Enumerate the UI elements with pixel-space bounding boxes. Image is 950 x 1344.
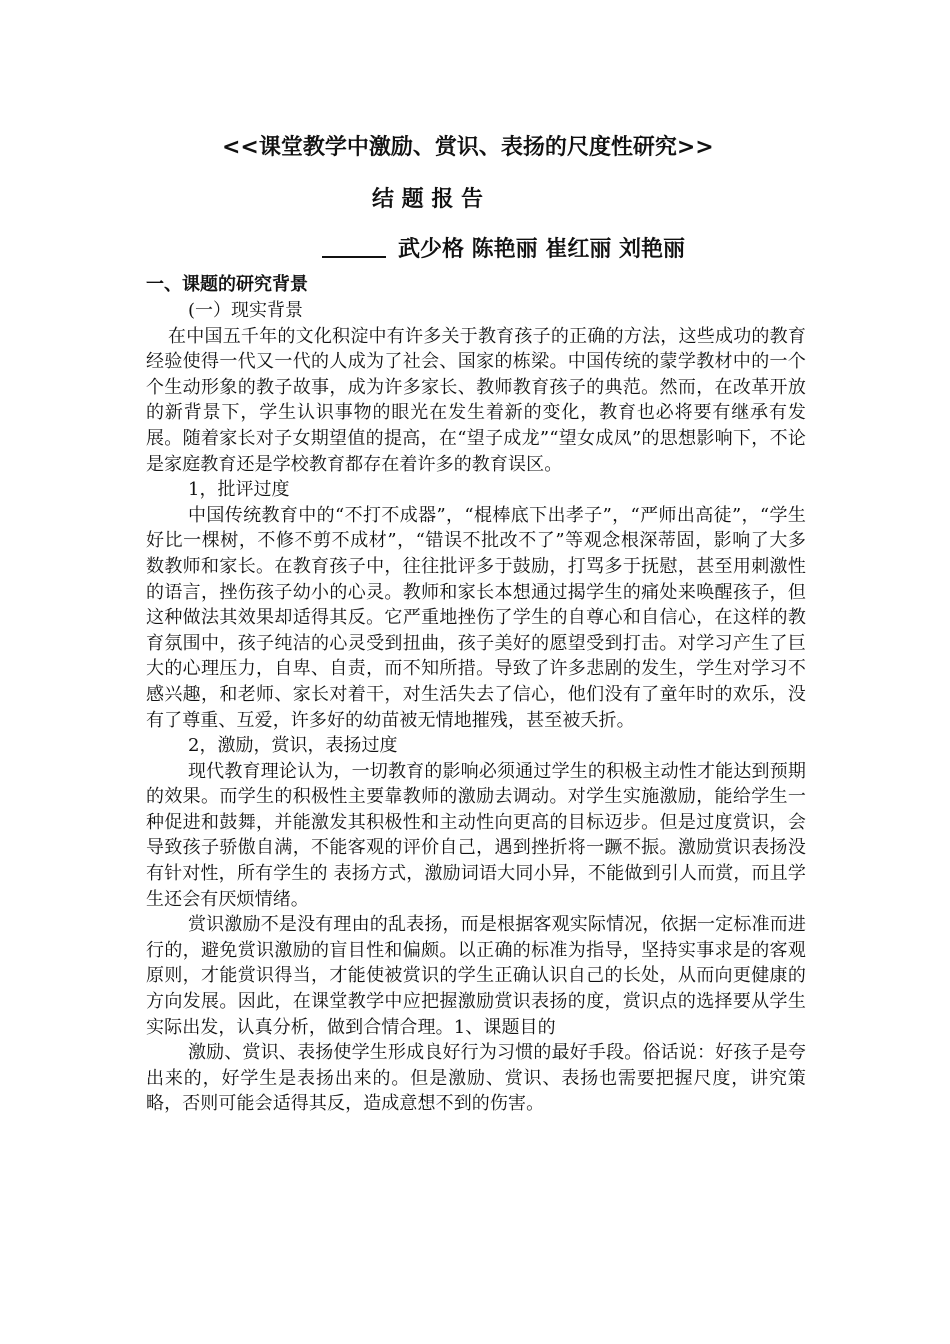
blank-underline xyxy=(322,234,386,258)
subsection-heading: (一）现实背景 xyxy=(188,300,304,321)
author-line xyxy=(322,234,685,266)
point-heading: 2，激励，赏识，表扬过度 xyxy=(188,735,398,757)
paragraph: 在中国五千年的文化积淀中有许多关于教育孩子的正确的方法，这些成功的教育经验使得一代又一代的人成为了社会、国家的栋梁。中国传统的蒙学教材中的一个个生动形象的教子故事，成为许多家长、教师教育孩子的典范。然而，在改革开放的新背景下，学生认识事物的眼光在发生着新的变化，教育也必将要有继承有发展。随着家长对子女期望值的提高，在“望子成龙”“望女成凤”的思想影响下，不论是家庭教育还是学校教育都存在着许多的教育误区。 xyxy=(146,325,806,475)
paragraph: 赏识激励不是没有理由的乱表扬，而是根据客观实际情况，依据一定标准而进行的，避免赏识激励的盲目性和偏颇。以正确的标准为指导，坚持实事求是的客观原则，才能赏识得当，才能使被赏识的学生正确认识自己的长处，从而向更健康的方向发展。因此，在课堂教学中应把握激励赏识表扬的度，赏识点的选择要从学生实际出发，认真分析，做到合情合理。1、课题目的 xyxy=(146,914,806,1038)
paragraph: 激励、赏识、表扬使学生形成良好行为习惯的最好手段。俗话说：好孩子是夸出来的，好学生是表扬出来的。但是激励、赏识、表扬也需要把握尺度，讲究策略，否则可能会适得其反，造成意想不到的伤害。 xyxy=(146,1042,806,1115)
section-heading: 一、课题的研究背景 xyxy=(146,274,308,295)
report-title: <<课堂教学中激励、赏识、表扬的尺度性研究>> xyxy=(222,135,714,160)
author-names: 武少格 陈艳丽 崔红丽 刘艳丽 xyxy=(398,237,685,262)
point-heading: 1，批评过度 xyxy=(188,479,290,501)
paragraph: 中国传统教育中的“不打不成器”，“棍棒底下出孝子”，“严师出高徒”，“学生好比一棵树，不修不剪不成材”，“错误不批改不了”等观念根深蒂固，影响了大多数教师和家长。在教育孩子中，往往批评多于鼓励，打骂多于抚慰，甚至用刺激性的语言，挫伤孩子幼小的心灵。教师和家长本想通过揭学生的痛处来唤醒孩子，但这种做法其效果却适得其反。它严重地挫伤了学生的自尊心和自信心，在这样的教育氛围中，孩子纯洁的心灵受到扭曲，孩子美好的愿望受到打击。对学习产生了巨大的心理压力，自卑、自责，而不知所措。导致了许多悲剧的发生，学生对学习不感兴趣，和老师、家长对着干，对生活失去了信心，他们没有了童年时的欢乐，没有了尊重、互爱，许多好的幼苗被无情地摧残，甚至被夭折。 xyxy=(146,504,806,731)
document-body xyxy=(146,272,806,1117)
report-subtitle: 结 题 报 告 xyxy=(372,187,483,212)
paragraph: 现代教育理论认为，一切教育的影响必须通过学生的积极主动性才能达到预期的效果。而学生的积极性主要靠教师的激励去调动。对学生实施激励，能给学生一种促进和鼓舞，并能激发其积极性和主动性向更高的目标迈步。但是过度赏识，会导致孩子骄傲自满，不能客观的评价自己，遇到挫折将一蹶不振。激励赏识表扬没有针对性，所有学生的 表扬方式，激励词语大同小异，不能做到引人而赏，而且学生还会有厌烦情绪。 xyxy=(146,760,806,910)
